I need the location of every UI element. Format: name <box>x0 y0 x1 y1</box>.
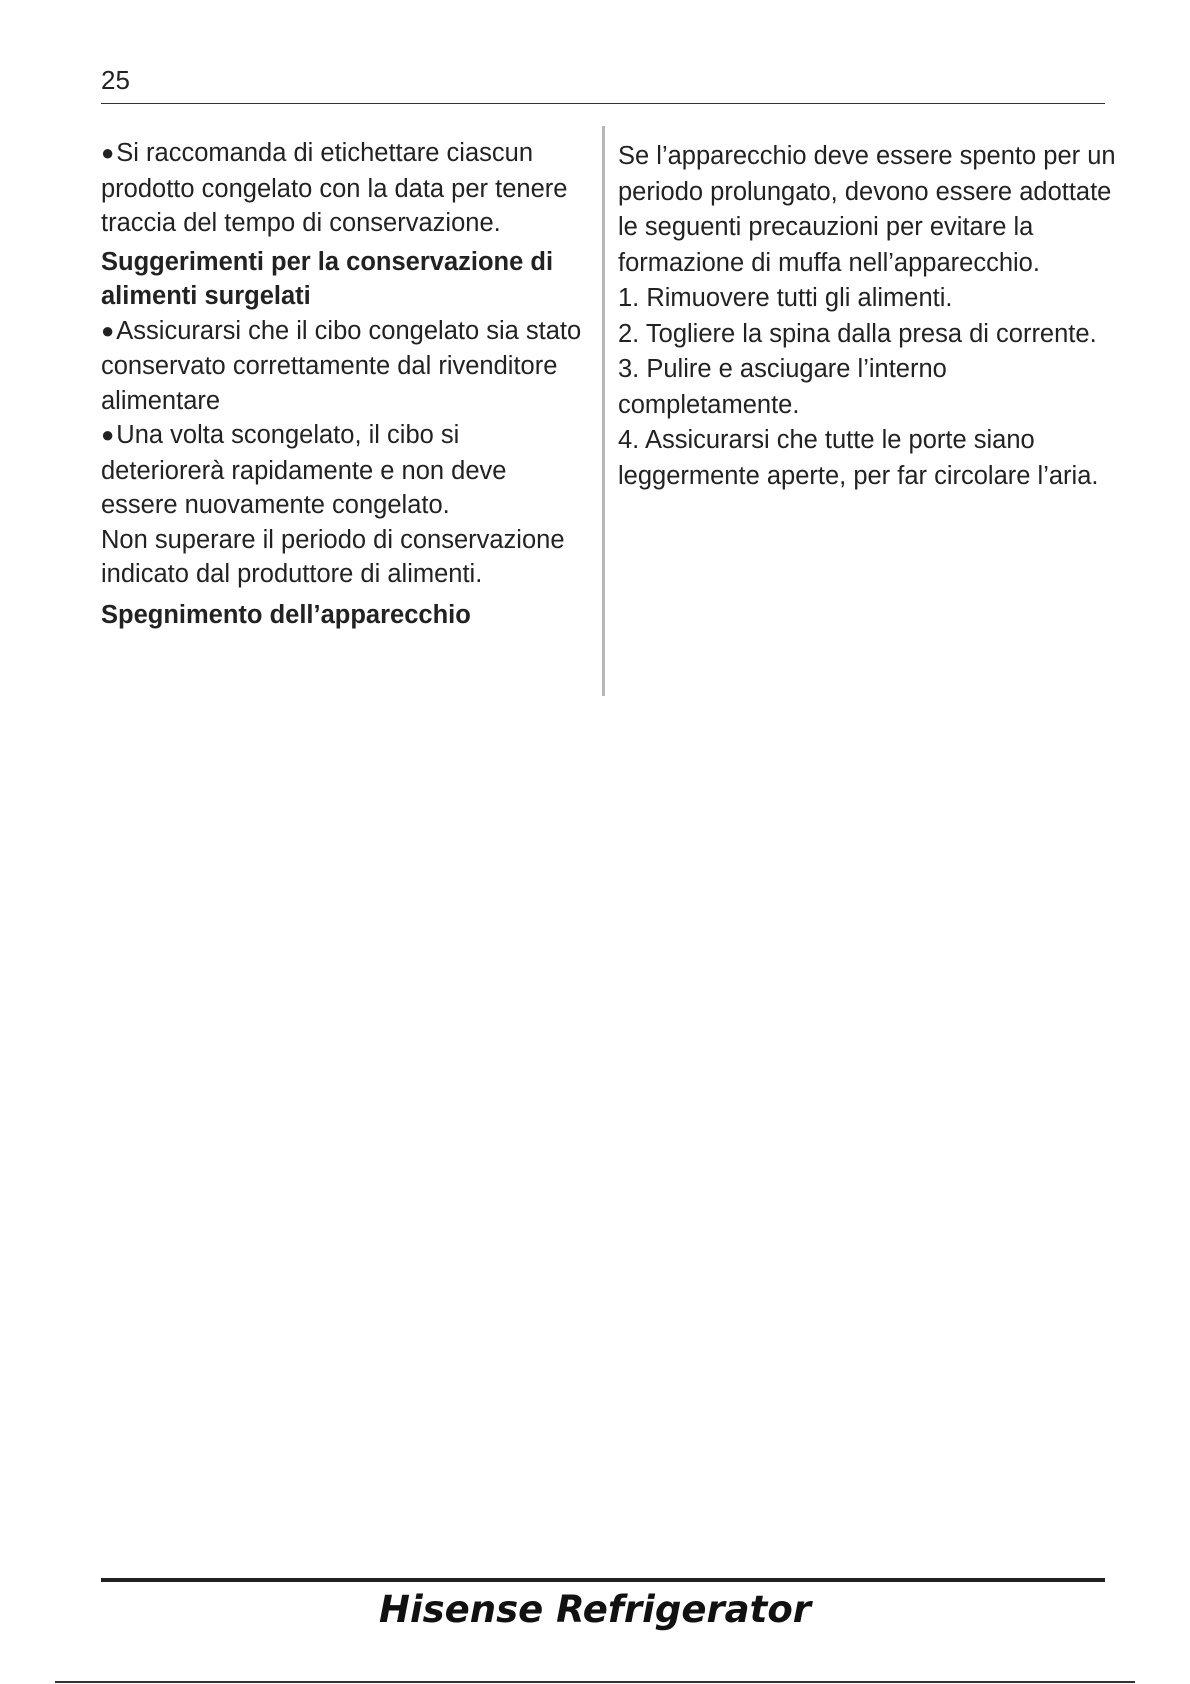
bullet-paragraph-retailer <box>101 314 586 419</box>
paragraph-text: Assicurarsi che il cibo congelato sia stato conservato correttamente dal rivenditore alimentare <box>101 316 582 415</box>
right-column <box>618 139 1118 494</box>
bullet-icon: ● <box>101 317 115 343</box>
bullet-icon: ● <box>101 140 115 165</box>
bullet-paragraph-thawed <box>101 418 586 523</box>
footer-divider <box>101 1578 1105 1582</box>
section-heading-switching-off: Spegnimento dell’apparecchio <box>101 600 471 629</box>
page-number: 25 <box>101 65 130 95</box>
step-item: 2. Togliere la spina dalla presa di corrente. <box>618 319 1097 348</box>
bullet-paragraph-labeling <box>101 136 586 241</box>
paragraph-text: Si raccomanda di etichettare ciascun prodotto congelato con la data per tenere traccia del tempo di conservazione. <box>101 139 568 237</box>
page-bottom-rule <box>55 1681 1135 1683</box>
footer-brand: Hisense Refrigerator <box>378 1588 812 1631</box>
column-divider <box>602 126 605 696</box>
step-item: 4. Assicurarsi che tutte le porte siano leggermente aperte, per far circolare l’aria. <box>618 426 1099 490</box>
header-divider <box>101 103 1105 104</box>
paragraph-text: Una volta scongelato, il cibo si deteriorerà rapidamente e non deve essere nuovamente congelato. <box>101 421 507 519</box>
paragraph-storage-period: Non superare il periodo di conservazione indicato dal produttore di alimenti. <box>101 525 565 588</box>
step-item: 1. Rimuovere tutti gli alimenti. <box>618 284 953 312</box>
step-item: 3. Pulire e asciugare l’interno completamente. <box>618 355 947 419</box>
section-heading-frozen-food-tips: Suggerimenti per la conservazione di alimenti surgelati <box>101 247 554 310</box>
paragraph-switch-off-intro: Se l’apparecchio deve essere spento per un periodo prolungato, devono essere adottate le seguenti precauzioni per evitare la formazione di muffa nell’apparecchio. <box>618 142 1116 277</box>
bullet-icon: ● <box>101 422 115 447</box>
left-column <box>101 136 586 632</box>
